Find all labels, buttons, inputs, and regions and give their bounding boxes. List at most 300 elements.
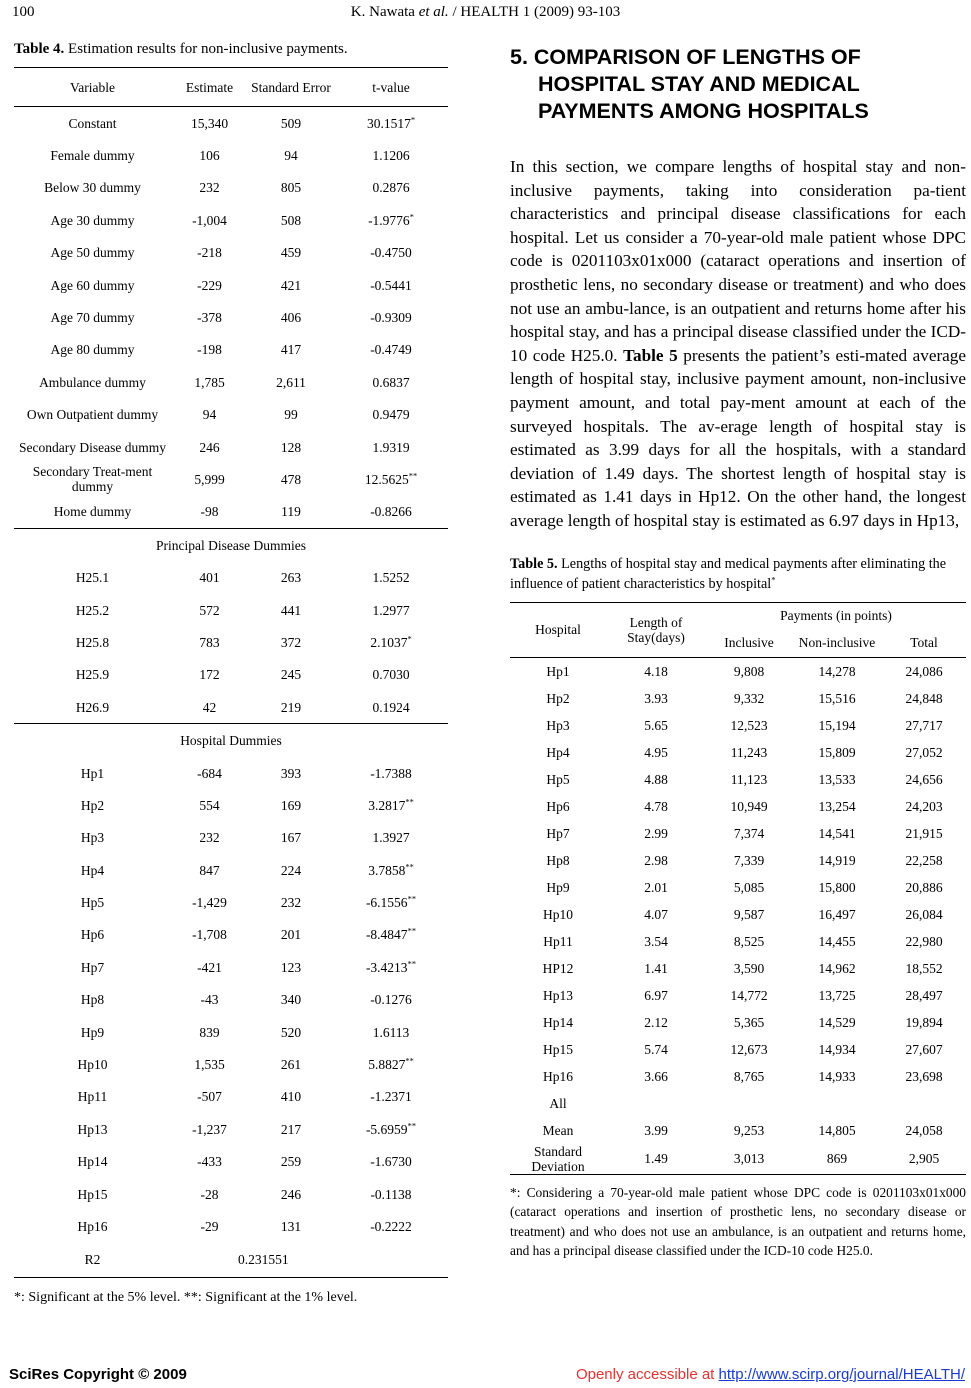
t-value-cell	[334, 691, 448, 724]
variable-cell: Secondary Disease dummy	[19, 439, 166, 455]
mean-inclusive: 9,253	[733, 1122, 765, 1138]
running-title	[0, 4, 971, 21]
se-cell: 520	[280, 1024, 302, 1040]
table4-disease-body	[14, 561, 448, 723]
table4-caption-label: Table 4.	[14, 41, 65, 57]
variable-cell: Ambulance dummy	[39, 374, 146, 390]
table4-hospital-row	[14, 1146, 448, 1178]
estimate-cell: 246	[199, 439, 220, 455]
sd-noninclusive: 869	[826, 1151, 848, 1166]
t-value: 12.5625	[364, 471, 409, 487]
se-cell: 406	[280, 310, 302, 326]
t-value-cell	[334, 789, 448, 821]
total-cell: 27,052	[905, 744, 943, 760]
noninclusive-cell: 14,933	[818, 1068, 856, 1084]
variable-cell: Hp2	[80, 797, 105, 813]
variable-cell: Hp9	[80, 1024, 105, 1040]
table4-hospital-row	[14, 1113, 448, 1145]
t-value: 0.9479	[372, 407, 410, 423]
stay-cell: 4.78	[644, 798, 668, 814]
noninclusive-cell: 16,497	[818, 906, 856, 922]
table5-row	[510, 657, 966, 685]
t-value: 3.7858	[368, 862, 406, 878]
t-value: 1.9319	[372, 439, 410, 455]
estimate-cell: -684	[197, 765, 222, 781]
se-cell: 372	[280, 634, 302, 650]
right-column	[510, 44, 966, 1261]
stay-cell: 2.99	[644, 825, 668, 841]
total-cell: 21,915	[905, 825, 943, 841]
hospital-cell: Hp11	[543, 933, 573, 949]
table4-r2-row	[14, 1243, 448, 1278]
inclusive-cell: 3,590	[733, 960, 765, 976]
running-authors: K. Nawata	[350, 4, 415, 20]
t-value: -0.4750	[370, 245, 412, 261]
variable-cell: Age 50 dummy	[50, 245, 135, 261]
running-et-al: et al.	[418, 4, 449, 20]
se-cell: 2,611	[276, 374, 306, 390]
se-cell: 245	[280, 667, 302, 683]
hospital-cell: Hp5	[546, 771, 570, 787]
table5-col-noninclusive: Non-inclusive	[792, 629, 882, 658]
t-value-cell	[334, 984, 448, 1016]
total-cell: 27,717	[905, 717, 943, 733]
significance-mark: **	[408, 470, 418, 481]
t-value: 30.1517	[366, 115, 411, 131]
table4-row	[14, 139, 448, 171]
total-cell: 26,084	[905, 906, 943, 922]
estimate-cell: 15,340	[190, 115, 229, 131]
table4-hospital-row	[14, 919, 448, 951]
se-cell: 224	[280, 862, 302, 878]
t-value: -0.1276	[370, 992, 412, 1008]
total-cell: 22,258	[905, 852, 943, 868]
table4-caption-text: Estimation results for non-inclusive payments.	[68, 41, 348, 57]
table5-row	[510, 928, 966, 955]
table5-row	[510, 820, 966, 847]
variable-cell: Age 30 dummy	[50, 212, 135, 228]
t-value: 0.7030	[372, 667, 410, 683]
table5-row	[510, 766, 966, 793]
table4-hospital-row	[14, 1048, 448, 1080]
table4-hospital-row	[14, 1178, 448, 1210]
mean-label: Mean	[542, 1122, 574, 1138]
t-value-cell	[334, 757, 448, 789]
sd-stay: 1.49	[644, 1151, 668, 1166]
total-cell: 18,552	[905, 960, 943, 976]
t-value-cell	[334, 561, 448, 593]
hospital-cell: Hp14	[543, 1014, 573, 1030]
t-value: 0.1924	[372, 699, 410, 715]
table5-caption	[510, 554, 966, 594]
table5-row	[510, 955, 966, 982]
t-value-cell	[334, 951, 448, 983]
table4-caption	[14, 40, 448, 59]
table4-row	[14, 496, 448, 529]
inclusive-cell: 14,772	[730, 987, 768, 1003]
table4-col-se: Standard Error	[248, 68, 334, 107]
variable-cell: Hp15	[77, 1186, 108, 1202]
significance-mark: **	[407, 925, 417, 936]
se-cell: 169	[280, 797, 302, 813]
se-cell: 119	[281, 504, 301, 520]
hospital-cell: Hp6	[546, 798, 570, 814]
total-cell: 24,203	[905, 798, 943, 814]
t-value: -6.1556	[365, 895, 408, 911]
estimate-cell: 232	[199, 180, 220, 196]
stay-cell: 3.54	[644, 933, 668, 949]
estimate-cell: -421	[197, 959, 222, 975]
se-cell: 201	[280, 927, 302, 943]
t-value: -3.4213	[365, 959, 408, 975]
se-cell: 217	[280, 1121, 302, 1137]
noninclusive-cell: 13,725	[818, 987, 856, 1003]
t-value: -0.1138	[370, 1186, 412, 1202]
t-value-cell	[334, 1113, 448, 1145]
variable-cell: Home dummy	[53, 504, 132, 520]
t-value-cell	[334, 854, 448, 886]
inclusive-cell: 10,949	[730, 798, 768, 814]
estimate-cell: -378	[197, 310, 222, 326]
estimate-cell: -29	[200, 1218, 219, 1234]
table4-col-t: t-value	[334, 68, 448, 107]
table4-col-estimate: Estimate	[171, 68, 248, 107]
t-value-cell	[334, 237, 448, 269]
se-cell: 259	[280, 1154, 302, 1170]
inclusive-cell: 9,808	[733, 663, 765, 679]
inclusive-cell: 5,365	[733, 1014, 765, 1030]
t-value-cell	[334, 399, 448, 431]
estimate-cell: 839	[199, 1024, 220, 1040]
total-cell: 24,656	[905, 771, 943, 787]
estimate-cell: -98	[200, 504, 219, 520]
table5-caption-text: Lengths of hospital stay and medical payments after eliminating the influence of patient characteristics by hospital	[510, 555, 947, 592]
table5-sd-row	[510, 1144, 966, 1175]
se-cell: 128	[280, 439, 302, 455]
table5-row	[510, 982, 966, 1009]
variable-cell: H25.2	[75, 602, 110, 618]
estimate-cell: 42	[202, 699, 217, 715]
inclusive-cell: 8,765	[733, 1068, 765, 1084]
estimate-cell: -1,429	[192, 895, 227, 911]
estimate-cell: -28	[200, 1186, 219, 1202]
significance-mark: *	[409, 211, 414, 222]
t-value: 1.6113	[372, 1024, 410, 1040]
significance-mark: **	[407, 958, 417, 969]
variable-cell: Hp6	[80, 927, 105, 943]
inclusive-cell: 7,374	[733, 825, 765, 841]
table4-row	[14, 107, 448, 140]
open-access-text: Openly accessible at	[575, 1366, 715, 1383]
t-value-cell	[334, 1178, 448, 1210]
variable-cell: Age 60 dummy	[50, 277, 135, 293]
hospital-cell: Hp10	[543, 906, 573, 922]
variable-cell: Own Outpatient dummy	[26, 407, 159, 423]
inclusive-cell: 5,085	[733, 879, 765, 895]
stay-cell: 3.93	[644, 690, 668, 706]
significance-mark: *	[410, 114, 416, 125]
se-cell: 805	[280, 180, 302, 196]
table4-main-body	[14, 107, 448, 529]
noninclusive-cell: 14,962	[818, 960, 856, 976]
table4-disease-row	[14, 626, 448, 658]
significance-mark: **	[405, 1055, 414, 1066]
table5-row	[510, 685, 966, 712]
t-value-cell	[334, 366, 448, 398]
page-footer	[0, 1366, 971, 1388]
variable-cell: Constant	[68, 115, 117, 131]
variable-cell: Hp10	[77, 1057, 108, 1073]
variable-cell: H25.1	[75, 570, 110, 586]
table4-hospital-row	[14, 757, 448, 789]
table5-col-hospital: Hospital	[510, 602, 606, 657]
table4-hospital-group	[14, 724, 448, 757]
stay-cell: 1.41	[644, 960, 668, 976]
variable-cell: H25.9	[75, 667, 110, 683]
total-cell: 19,894	[905, 1014, 943, 1030]
noninclusive-cell: 15,800	[818, 879, 856, 895]
table5-summary	[510, 1090, 966, 1175]
hospital-cell: Hp4	[546, 744, 570, 760]
t-value-cell	[334, 886, 448, 918]
mean-stay: 3.99	[644, 1122, 668, 1138]
stay-cell: 5.74	[644, 1041, 668, 1057]
table4-hospital-row	[14, 1016, 448, 1048]
page-number: 100	[12, 4, 35, 20]
table5-mean-row	[510, 1117, 966, 1144]
t-value-cell	[334, 204, 448, 236]
table5-row	[510, 901, 966, 928]
table5	[510, 602, 966, 1175]
estimate-cell: -1,708	[192, 927, 227, 943]
noninclusive-cell: 14,919	[818, 852, 856, 868]
hospital-cell: Hp7	[546, 825, 570, 841]
variable-cell: Age 80 dummy	[50, 342, 135, 358]
stay-cell: 2.98	[644, 852, 668, 868]
noninclusive-cell: 13,533	[818, 771, 856, 787]
section-heading: 5. COMPARISON OF LENGTHS OF HOSPITAL STAY AND MEDICAL PAYMENTS AMONG HOSPITALS	[510, 45, 869, 123]
t-value-cell	[334, 659, 448, 691]
sd-label: Standard Deviation	[531, 1143, 585, 1174]
t-value-cell	[334, 594, 448, 626]
page-header	[0, 4, 971, 26]
estimate-cell: 1,785	[194, 374, 225, 390]
estimate-cell: 783	[199, 634, 220, 650]
estimate-cell: 106	[199, 148, 220, 164]
table4-row	[14, 399, 448, 431]
hospital-cell: Hp2	[546, 690, 570, 706]
stay-cell: 4.88	[644, 771, 668, 787]
inclusive-cell: 9,587	[733, 906, 765, 922]
table4-hospital-row	[14, 886, 448, 918]
se-cell: 263	[280, 570, 302, 586]
se-cell: 99	[284, 407, 298, 423]
r2-value: 0.231551	[238, 1252, 289, 1268]
table4-hospital-row	[14, 822, 448, 854]
variable-cell: Hp8	[80, 992, 105, 1008]
table4-row	[14, 463, 448, 495]
se-cell: 340	[280, 992, 302, 1008]
table4-row	[14, 172, 448, 204]
estimate-cell: -198	[197, 342, 222, 358]
total-cell: 24,848	[905, 690, 943, 706]
significance-mark: *	[407, 633, 412, 644]
inclusive-cell: 9,332	[733, 690, 765, 706]
journal-link[interactable]: http://www.scirp.org/journal/HEALTH/	[718, 1366, 965, 1383]
estimate-cell: -1,237	[192, 1121, 227, 1137]
disease-group-label: Principal Disease Dummies	[14, 529, 448, 562]
table4-header-row	[14, 68, 448, 107]
noninclusive-cell: 14,541	[818, 825, 856, 841]
estimate-cell: -433	[197, 1154, 222, 1170]
estimate-cell: 5,999	[194, 471, 225, 487]
table4-row	[14, 334, 448, 366]
table5-col-payments: Payments (in points)	[780, 608, 892, 623]
stay-cell: 4.07	[644, 906, 668, 922]
table4-hospital-row	[14, 951, 448, 983]
hospital-cell: Hp16	[543, 1068, 573, 1084]
variable-cell: Age 70 dummy	[50, 310, 135, 326]
significance-mark: **	[405, 861, 414, 872]
t-value: 1.1206	[372, 148, 410, 164]
total-cell: 20,886	[905, 879, 943, 895]
table5-reference: Table 5	[623, 345, 678, 365]
total-cell: 23,698	[905, 1068, 943, 1084]
hospital-cell: Hp15	[543, 1041, 573, 1057]
t-value-cell	[334, 919, 448, 951]
stay-cell: 5.65	[644, 717, 668, 733]
se-cell: 478	[280, 471, 302, 487]
total-cell: 27,607	[905, 1041, 943, 1057]
table5-all-row	[510, 1090, 966, 1117]
table4-hospital-row	[14, 854, 448, 886]
t-value: -8.4847	[365, 927, 408, 943]
mean-total: 24,058	[905, 1122, 943, 1138]
table4-disease-row	[14, 659, 448, 691]
inclusive-cell: 7,339	[733, 852, 765, 868]
t-value: -0.4749	[370, 342, 412, 358]
variable-cell: Hp3	[80, 830, 105, 846]
copyright-notice: SciRes Copyright © 2009	[9, 1366, 187, 1383]
t-value: 0.2876	[372, 180, 410, 196]
paragraph-text-before: In this section, we compare lengths of hospital stay and non-inclusive payments, taking into consideration pa-tient characteristics and principal disease classifications for each hospital. Let us consider a 70-year-old male patient whose DPC code is 0201103x01x000 (cataract operations and insertion of prosthetic lens, no secondary disease or treatment) and who does not use an ambu-lance, is an outpatient and returns home after his hospital stay, and has a principal disease classified under the ICD-10 code H25.0.	[510, 157, 966, 365]
variable-cell: Hp4	[80, 862, 105, 878]
variable-cell: Female dummy	[50, 148, 135, 164]
hospital-cell: HP12	[542, 960, 574, 976]
t-value: 1.3927	[372, 830, 410, 846]
t-value-cell	[334, 1210, 448, 1242]
estimate-cell: -1,004	[192, 212, 227, 228]
t-value: -1.2371	[370, 1089, 412, 1105]
table4-disease-row	[14, 594, 448, 626]
noninclusive-cell: 14,455	[818, 933, 856, 949]
table4-hospital-row	[14, 1081, 448, 1113]
se-cell: 232	[280, 895, 302, 911]
table4-row	[14, 237, 448, 269]
open-access-notice	[576, 1366, 965, 1383]
variable-cell: H25.8	[75, 634, 110, 650]
se-cell: 509	[280, 115, 302, 131]
table4-row	[14, 301, 448, 333]
noninclusive-cell: 15,194	[818, 717, 856, 733]
paragraph-text-after: presents the patient’s esti-mated average length of hospital stay, inclusive payment amount, non-inclusive payment amount, and total pay-ment amount at each of the surveyed hospitals. The av-erage length of hospital stay is estimated as 3.99 days for all the hospitals, with a standard deviation of 1.49 days. The shortest length of hospital stay is estimated as 1.41 days in Hp12. On the other hand, the longest average length of hospital stay is estimated as 6.97 days in Hp13,	[510, 345, 967, 530]
table4-row	[14, 204, 448, 236]
variable-cell: Hp7	[80, 959, 105, 975]
stay-cell: 2.01	[644, 879, 668, 895]
table4-hospital-row	[14, 984, 448, 1016]
t-value: -0.2222	[370, 1218, 412, 1234]
t-value: 0.6837	[372, 374, 410, 390]
se-cell: 167	[280, 830, 302, 846]
variable-cell: Hp13	[77, 1121, 108, 1137]
table5-row	[510, 793, 966, 820]
t-value: -0.5441	[370, 277, 412, 293]
t-value-cell	[334, 1016, 448, 1048]
significance-mark: **	[405, 796, 414, 807]
sd-total: 2,905	[908, 1151, 940, 1166]
t-value: 2.1037	[370, 634, 408, 650]
se-cell: 123	[280, 959, 302, 975]
sd-inclusive: 3,013	[733, 1151, 765, 1166]
estimate-cell: -229	[197, 277, 222, 293]
variable-cell: Hp5	[80, 895, 105, 911]
t-value-cell	[334, 1081, 448, 1113]
significance-mark: **	[407, 893, 417, 904]
total-cell: 22,980	[905, 933, 943, 949]
estimate-cell: 401	[199, 570, 220, 586]
significance-mark: **	[407, 1120, 417, 1131]
t-value-cell	[334, 301, 448, 333]
stay-cell: 6.97	[644, 987, 668, 1003]
hospital-cell: Hp8	[546, 852, 570, 868]
se-cell: 94	[284, 148, 298, 164]
t-value-cell	[334, 172, 448, 204]
estimate-cell: 1,535	[194, 1057, 225, 1073]
estimate-cell: 572	[199, 602, 220, 618]
estimate-cell: 847	[199, 862, 220, 878]
noninclusive-cell: 15,516	[818, 690, 856, 706]
stay-cell: 2.12	[644, 1014, 668, 1030]
t-value: 1.5252	[372, 570, 410, 586]
estimate-cell: -218	[197, 245, 222, 261]
left-column	[14, 40, 448, 1306]
hospital-cell: Hp13	[543, 987, 573, 1003]
table5-row	[510, 847, 966, 874]
estimate-cell: 232	[199, 830, 220, 846]
table4-hospital-body	[14, 757, 448, 1243]
se-cell: 421	[280, 277, 302, 293]
noninclusive-cell: 13,254	[818, 798, 856, 814]
t-value: -1.9776	[368, 212, 410, 228]
se-cell: 261	[280, 1057, 302, 1073]
estimate-cell: 554	[199, 797, 220, 813]
total-cell: 28,497	[905, 987, 943, 1003]
t-value-cell	[334, 334, 448, 366]
table4-hospital-row	[14, 1210, 448, 1242]
stay-cell: 3.66	[644, 1068, 668, 1084]
table4-disease-group	[14, 529, 448, 562]
estimate-cell: -507	[197, 1089, 222, 1105]
table5-caption-mark: *	[771, 573, 776, 584]
all-label: All	[549, 1095, 567, 1111]
stay-cell: 4.18	[644, 663, 668, 679]
t-value: -1.6730	[370, 1154, 412, 1170]
hospital-cell: Hp3	[546, 717, 570, 733]
t-value-cell	[334, 626, 448, 658]
se-cell: 441	[280, 602, 302, 618]
table5-col-total: Total	[882, 629, 966, 658]
table5-header-row	[510, 602, 966, 629]
